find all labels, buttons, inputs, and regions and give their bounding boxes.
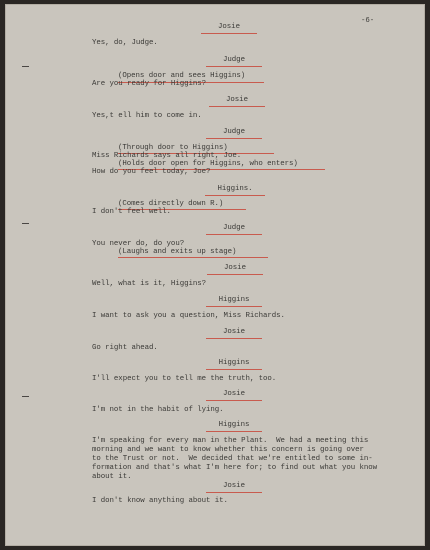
dialogue-line: I don't feel well.	[92, 208, 171, 216]
speaker-underline	[206, 492, 262, 493]
page-number: -6-	[361, 17, 375, 25]
dialogue-line: How do you feel today, Joe?	[92, 168, 211, 176]
margin-tick	[22, 66, 29, 67]
script-page	[5, 4, 425, 546]
speaker-underline	[201, 33, 257, 34]
speaker-underline	[207, 274, 263, 275]
speaker-underline	[205, 195, 265, 196]
speaker-underline	[206, 431, 262, 432]
speaker-cue: Josie	[223, 482, 245, 490]
stage-direction: (Opens door and sees Higgins)	[118, 72, 246, 80]
dialogue-line: morning and we want to know whether this concern is going over	[92, 446, 364, 454]
direction-underline	[118, 257, 268, 258]
speaker-cue: Higgins.	[217, 185, 253, 193]
dialogue-line: Are you ready for Higgins?	[92, 80, 207, 88]
speaker-cue: Josie	[218, 23, 240, 31]
dialogue-line: I want to ask you a question, Miss Richards.	[92, 312, 285, 320]
speaker-underline	[206, 306, 262, 307]
dialogue-line: to the Trust or not. We decided that we're entitled to some in-	[92, 455, 373, 463]
stage-direction: (Holds door open for Higgins, who enters)	[118, 160, 298, 168]
dialogue-line: formation and that's what I'm here for; to find out what you know	[92, 464, 378, 472]
speaker-underline	[206, 234, 262, 235]
dialogue-line: You never do, do you?	[92, 240, 185, 248]
stage-direction: (Laughs and exits up stage)	[118, 248, 237, 256]
speaker-cue: Josie	[224, 264, 246, 272]
speaker-cue: Josie	[223, 390, 245, 398]
stage-direction: (Comes directly down R.)	[118, 200, 224, 208]
speaker-cue: Josie	[226, 96, 248, 104]
speaker-underline	[206, 338, 262, 339]
speaker-cue: Josie	[223, 328, 245, 336]
speaker-underline	[206, 66, 262, 67]
dialogue-line: I'll expect you to tell me the truth, too.	[92, 375, 277, 383]
speaker-underline	[209, 106, 265, 107]
speaker-cue: Higgins	[218, 359, 250, 367]
margin-tick	[22, 223, 29, 224]
dialogue-line: I don't know anything about it.	[92, 497, 228, 505]
dialogue-line: I'm speaking for every man in the Plant. We had a meeting this	[92, 437, 369, 445]
dialogue-line: Well, what is it, Higgins?	[92, 280, 207, 288]
margin-tick	[22, 396, 29, 397]
stage-direction: (Through door to Higgins)	[118, 144, 228, 152]
dialogue-line: Yes, do, Judge.	[92, 39, 158, 47]
speaker-underline	[206, 369, 262, 370]
dialogue-line: Miss Richards says all right, Joe.	[92, 152, 242, 160]
dialogue-line: Go right ahead.	[92, 344, 158, 352]
speaker-underline	[206, 138, 262, 139]
dialogue-line: Yes,t ell him to come in.	[92, 112, 202, 120]
speaker-underline	[206, 400, 262, 401]
dialogue-line: about it.	[92, 473, 132, 481]
speaker-cue: Judge	[223, 56, 245, 64]
speaker-cue: Higgins	[218, 421, 250, 429]
dialogue-line: I'm not in the habit of lying.	[92, 406, 224, 414]
speaker-cue: Judge	[223, 224, 245, 232]
speaker-cue: Judge	[223, 128, 245, 136]
speaker-cue: Higgins	[218, 296, 250, 304]
